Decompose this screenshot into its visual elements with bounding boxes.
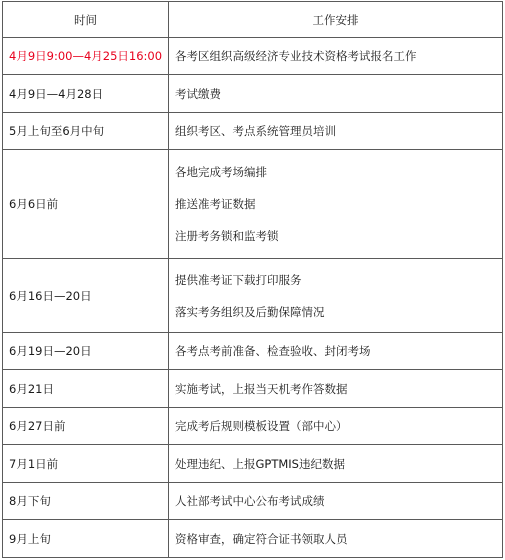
- task-item: 考试缴费: [175, 86, 221, 101]
- task-item: 资格审查，确定符合证书领取人员: [175, 531, 348, 546]
- task-item: 实施考试，上报当天机考作答数据: [175, 381, 348, 396]
- table-row: [3, 150, 503, 259]
- task-cell: [169, 113, 503, 150]
- task-cell: [169, 333, 503, 370]
- time-column-header: 时间: [3, 2, 169, 38]
- task-cell: [169, 520, 503, 558]
- time-cell: 6月16日—20日: [3, 259, 169, 333]
- table-row: [3, 75, 503, 113]
- task-cell: [169, 150, 503, 259]
- task-cell: [169, 259, 503, 333]
- table-row: [3, 333, 503, 370]
- task-cell: [169, 408, 503, 445]
- task-item: 各考区组织高级经济专业技术资格考试报名工作: [175, 49, 417, 63]
- time-cell: 4月9日—4月28日: [3, 75, 169, 113]
- table-row: [3, 259, 503, 333]
- task-item: 推送准考证数据: [175, 197, 256, 211]
- table-row: [3, 38, 503, 75]
- task-item: 人社部考试中心公布考试成绩: [175, 494, 325, 508]
- task-item: 各考点考前准备、检查验收、封闭考场: [175, 344, 371, 358]
- task-item: 处理违纪、上报GPTMIS违纪数据: [175, 456, 345, 471]
- time-cell: 6月21日: [3, 370, 169, 408]
- task-item: 提供准考证下载打印服务: [175, 272, 302, 287]
- exam-schedule-table: [2, 1, 503, 558]
- task-cell: [169, 483, 503, 520]
- task-item: 注册考务锁和监考锁: [175, 229, 279, 243]
- task-item: 组织考区、考点系统管理员培训: [175, 124, 336, 138]
- time-cell: 6月27日前: [3, 408, 169, 445]
- time-cell: 5月上旬至6月中旬: [3, 113, 169, 150]
- table-header-row: [3, 2, 503, 38]
- table-row: [3, 520, 503, 558]
- task-cell: [169, 38, 503, 75]
- table-row: [3, 370, 503, 408]
- task-cell: [169, 445, 503, 483]
- time-cell: 8月下旬: [3, 483, 169, 520]
- task-item: 各地完成考场编排: [175, 165, 267, 179]
- task-cell: [169, 370, 503, 408]
- time-cell: 7月1日前: [3, 445, 169, 483]
- task-cell: [169, 75, 503, 113]
- time-cell: 4月9日9:00—4月25日16:00: [3, 38, 169, 75]
- table-row: [3, 408, 503, 445]
- time-cell: 9月上旬: [3, 520, 169, 558]
- task-item: 落实考务组织及后勤保障情况: [175, 304, 325, 319]
- table-row: [3, 483, 503, 520]
- table-row: [3, 113, 503, 150]
- time-cell: 6月6日前: [3, 150, 169, 259]
- work-column-header: 工作安排: [169, 2, 503, 38]
- task-item: 完成考后规则模板设置（部中心）: [175, 419, 348, 433]
- table-row: [3, 445, 503, 483]
- time-cell: 6月19日—20日: [3, 333, 169, 370]
